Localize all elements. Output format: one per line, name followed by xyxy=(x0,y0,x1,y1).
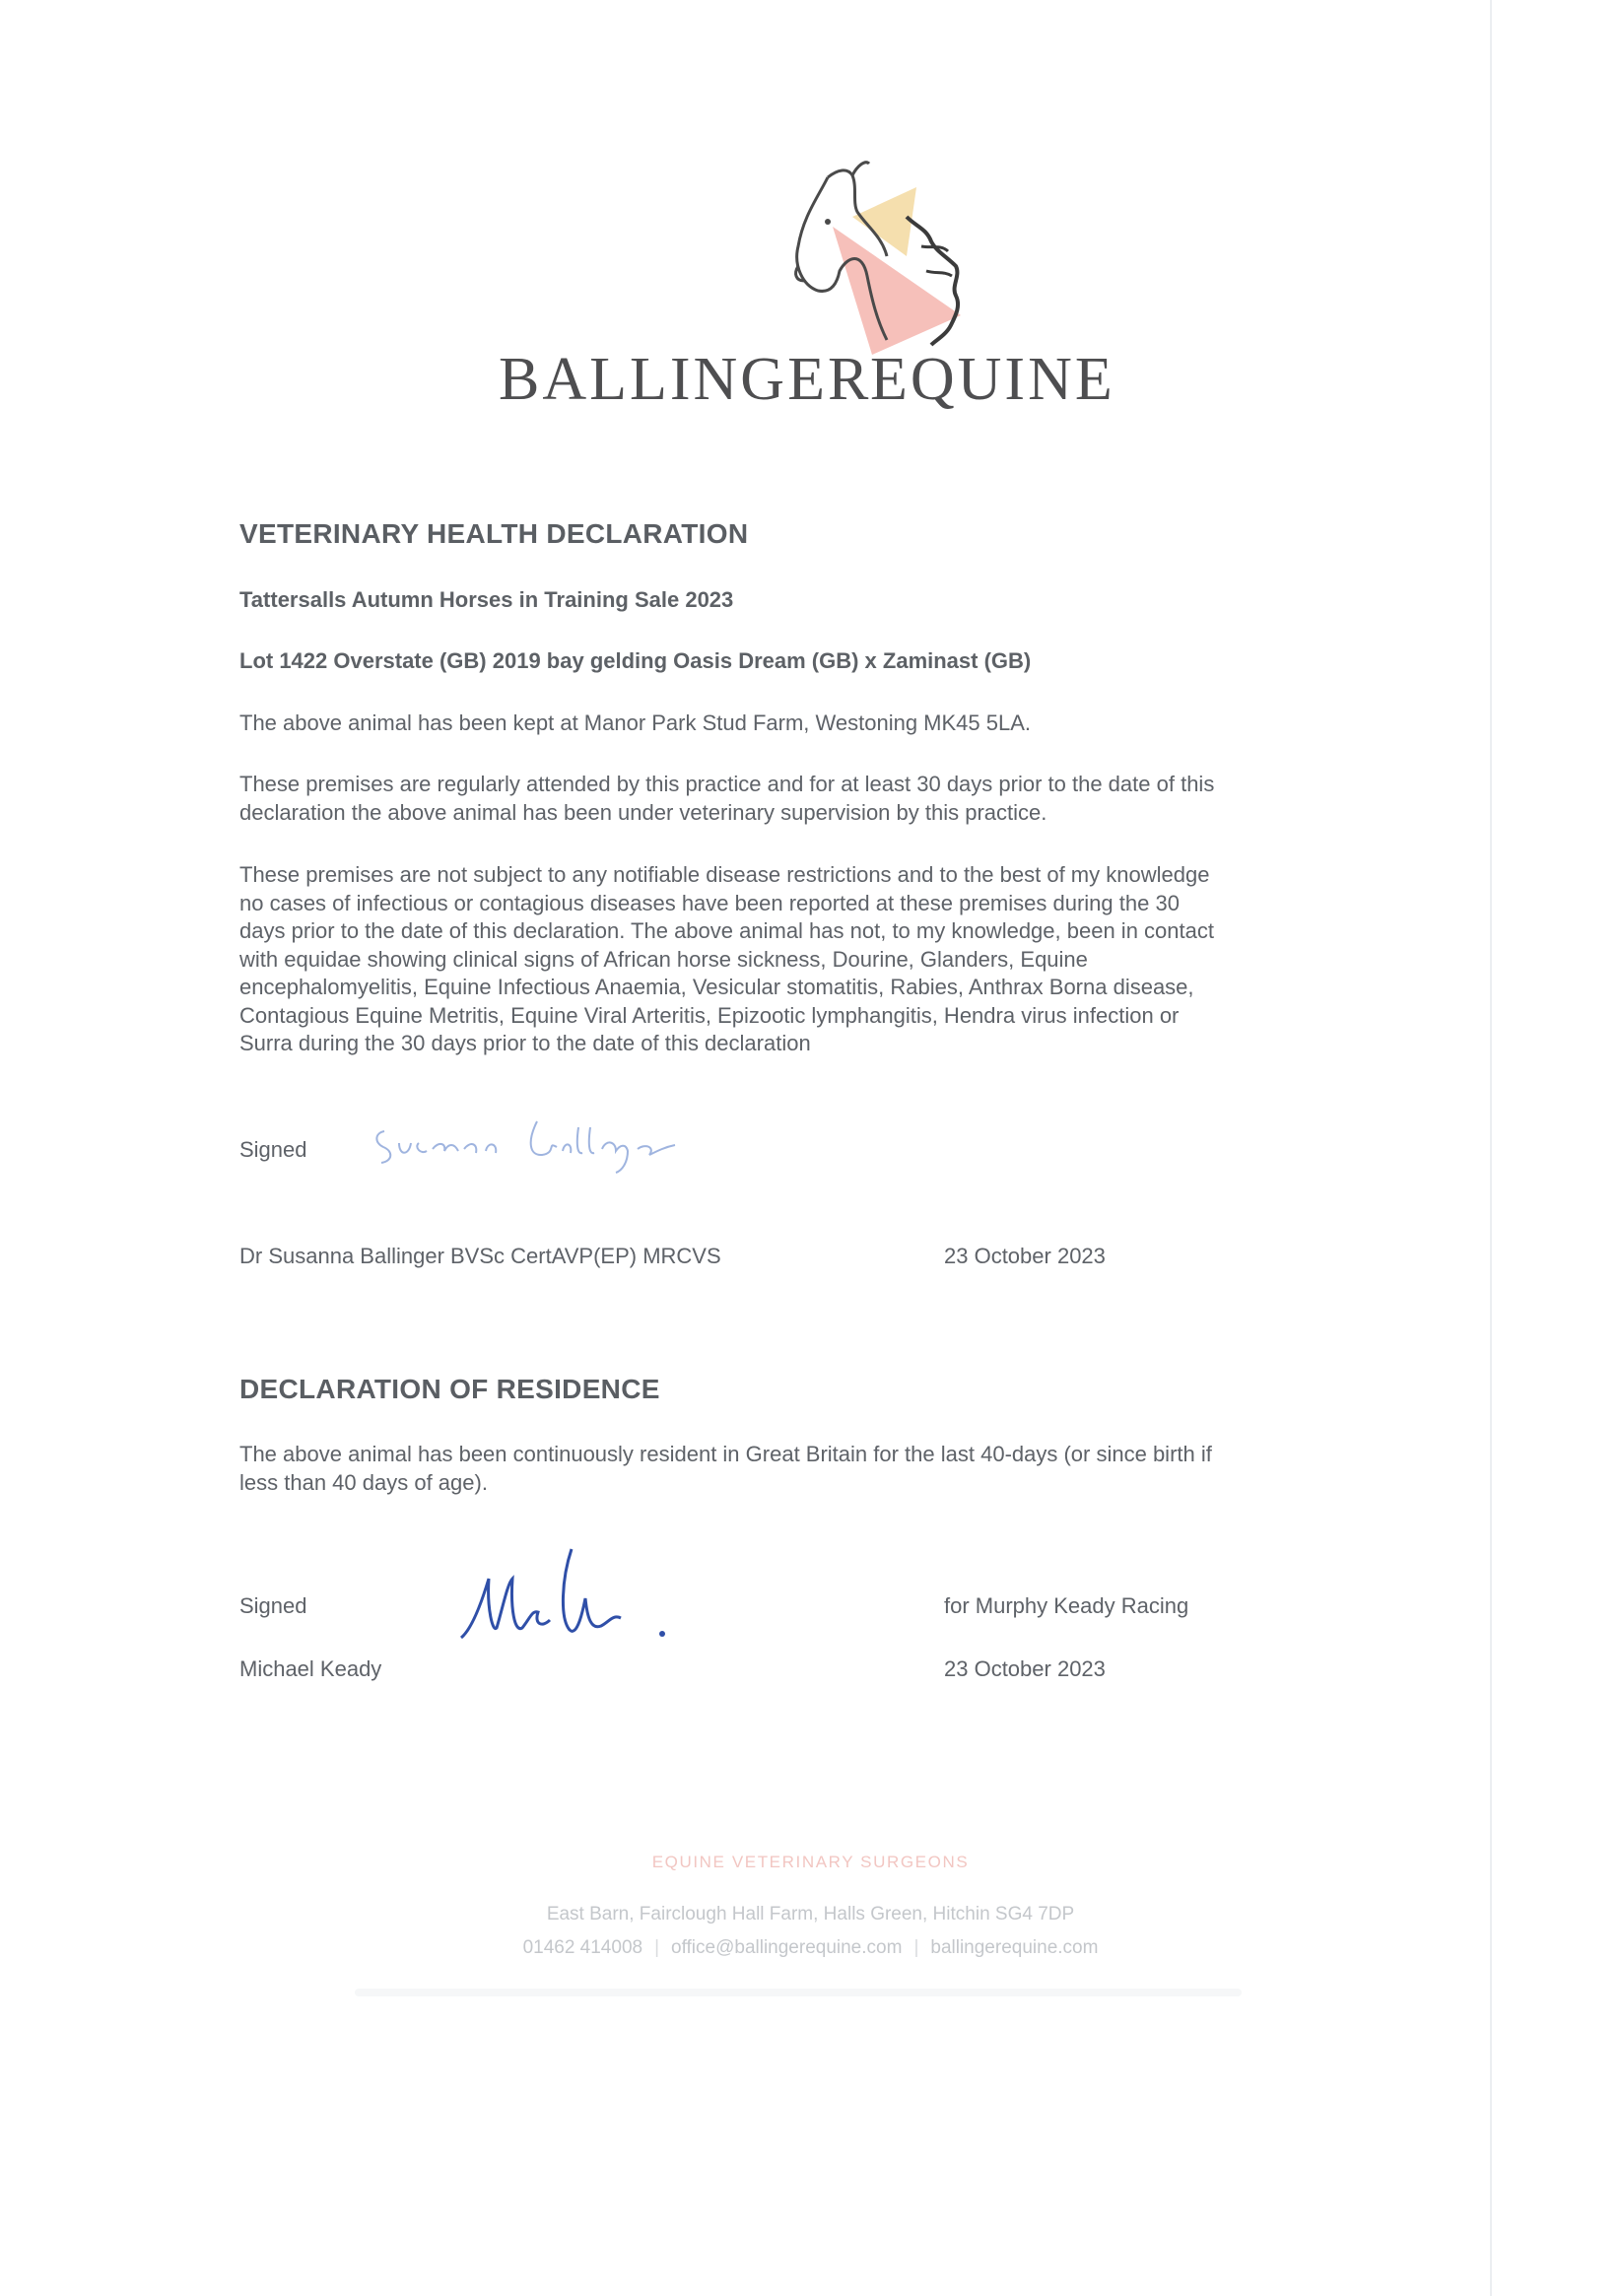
owner-signed-label: Signed xyxy=(239,1593,307,1618)
logo-brand-right: EQUINE xyxy=(870,346,1115,413)
disease-line-7: Surra during the 30 days prior to the date of this declaration xyxy=(239,1031,811,1055)
footer-separator: | xyxy=(913,1937,919,1958)
residence-line-1: The above animal has been continuously resident in Great Britain for the last 40-days (or since birth if xyxy=(239,1442,1212,1466)
owner-declaration-date: 23 October 2023 xyxy=(944,1656,1106,1681)
disease-line-2: no cases of infectious or contagious diseases have been reported at these premises during the 30 xyxy=(239,890,1180,915)
supervision-line-1: These premises are regularly attended by this practice and for at least 30 days prior to the date of this xyxy=(239,772,1215,796)
disease-line-1: These premises are not subject to any notifiable disease restrictions and to the best of my knowledge xyxy=(239,862,1210,887)
footer-title: EQUINE VETERINARY SURGEONS xyxy=(651,1853,970,1871)
disease-paragraph xyxy=(239,861,1343,1058)
disease-line-4: with equidae showing clinical signs of African horse sickness, Dourine, Glanders, Equine xyxy=(239,946,1088,972)
disease-line-3: days prior to the date of this declaration. The above animal has not, to my knowledge, been in contact xyxy=(239,918,1214,943)
footer-contact xyxy=(0,1937,1621,1959)
horse-head-logo-icon xyxy=(759,158,1005,355)
vet-signed-label: Signed xyxy=(239,1137,307,1162)
disease-line-6: Contagious Equine Metritis, Equine Viral Arteritis, Epizootic lymphangitis, Hendra virus infection or xyxy=(239,1002,1180,1028)
residence-line-2: less than 40 days of age). xyxy=(239,1469,488,1495)
vet-signature xyxy=(370,1112,709,1181)
lot-description: Lot 1422 Overstate (GB) 2019 bay gelding Oasis Dream (GB) x Zaminast (GB) xyxy=(239,648,1032,673)
footer-website: ballingerequine.com xyxy=(930,1937,1099,1958)
residence-heading: DECLARATION OF RESIDENCE xyxy=(239,1374,660,1404)
footer-phone: 01462 414008 xyxy=(522,1937,643,1958)
disease-line-5: encephalomyelitis, Equine Infectious Anaemia, Vesicular stomatitis, Rabies, Anthrax Borna disease, xyxy=(239,975,1194,999)
supervision-line-2: declaration the above animal has been under veterinary supervision by this practice. xyxy=(239,799,1047,825)
health-declaration-heading: VETERINARY HEALTH DECLARATION xyxy=(239,518,749,549)
sale-title: Tattersalls Autumn Horses in Training Sale 2023 xyxy=(239,587,734,612)
vet-declaration-date: 23 October 2023 xyxy=(944,1244,1106,1268)
vet-signatory-name: Dr Susanna Ballinger BVSc CertAVP(EP) MRCVS xyxy=(239,1244,721,1268)
owner-signature xyxy=(453,1539,709,1657)
footer-address: East Barn, Fairclough Hall Farm, Halls Green, Hitchin SG4 7DP xyxy=(546,1904,1075,1925)
supervision-paragraph xyxy=(239,771,1343,827)
footer-email: office@ballingerequine.com xyxy=(671,1937,903,1958)
owner-company: for Murphy Keady Racing xyxy=(944,1593,1189,1618)
residence-paragraph xyxy=(239,1441,1343,1497)
owner-name: Michael Keady xyxy=(239,1656,382,1681)
footer-faint-line xyxy=(355,1989,1242,1996)
footer-separator: | xyxy=(654,1937,660,1958)
logo-brand-left: BALLINGER xyxy=(499,346,872,413)
ballinger-equine-logo xyxy=(493,158,1115,414)
premises-paragraph: The above animal has been kept at Manor Park Stud Farm, Westoning MK45 5LA. xyxy=(239,710,1032,735)
